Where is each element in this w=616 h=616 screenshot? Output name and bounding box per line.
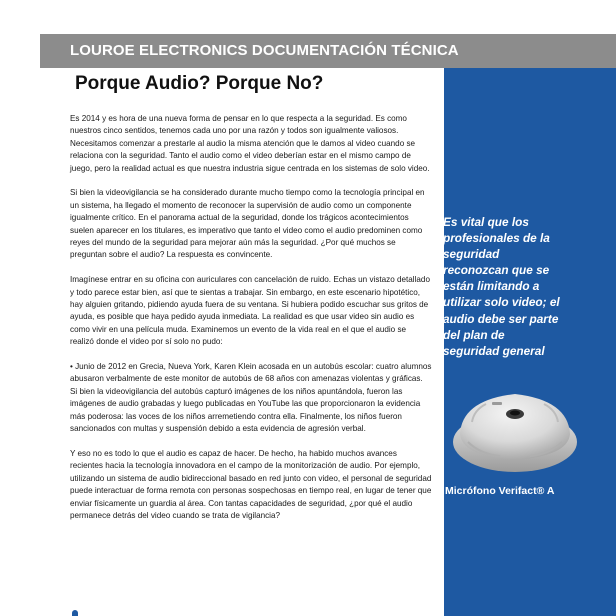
quote-line: del plan de xyxy=(443,327,505,342)
article-body xyxy=(70,113,432,535)
header-banner-text: LOUROE ELECTRONICS DOCUMENTACIÓN TÉCNICA xyxy=(70,42,459,59)
microphone-device-image xyxy=(450,382,580,476)
paragraph: Imagínese entrar en su oficina con auriculares con cancelación de ruido. Echas un vistazo detallado y todo parece estar bien, así que te sientas a trabajar. Sin embargo, en este escenario hipotético, hay alguien gritando, pidiendo ayuda fuera de su ventana. Si hubiera podido escuchar sus gritos de ayuda, es posible que haya pedido ayuda inmediata. La realidad es que usar video sin audio es como vivir en una película muda. Examinemos un evento de la vida real en el que el audio se realizó donde el video por sí solo no pudo: xyxy=(70,275,430,347)
page-title: Porque Audio? Porque No? xyxy=(75,73,324,94)
quote-line: seguridad general xyxy=(443,343,545,358)
quote-line: seguridad xyxy=(443,247,500,262)
paragraph: Es 2014 y es hora de una nueva forma de pensar en lo que respecta a la seguridad. Es como nuestros cinco sentidos, tenemos cada uno por una razón y todos son igualmente valiosos. Necesitamos comenzar a prestarle al audio la misma atención que le damos al video cuando se relaciona con la seguridad. Tanto el audio como el video deberían estar en el mismo campo de juego, pero la realidad actual es que nuestra industria sigue centrada en los sistemas de solo video. xyxy=(70,114,430,173)
paragraph: Y eso no es todo lo que el audio es capaz de hacer. De hecho, ha habido muchos avances recientes hacia la tecnología innovadora en el campo de la monitorización de audio. Por ejemplo, utilizando un sistema de audio bidireccional basado en red junto con video, el personal de seguridad puede interactuar de forma remota con personas sospechosas en tiempo real, en lugar de tener que enviar físicamente un guardia al área. Con tantas capacidades de seguridad, ¿por qué el audio permanece detrás del video cuando se trata de vigilancia? xyxy=(70,448,432,520)
page-corner-mark xyxy=(72,610,78,616)
device-caption: Micrófono Verifact® A xyxy=(445,485,555,497)
quote-line: utilizar solo video; el xyxy=(443,295,560,310)
quote-line: están limitando a xyxy=(443,279,540,294)
sidebar-pull-quote xyxy=(443,214,615,359)
quote-line: reconozcan que se xyxy=(443,263,550,278)
paragraph: • Junio de 2012 en Grecia, Nueva York, Karen Klein acosada en un autobús escolar: cuatro alumnos abusaron verbalmente de este monitor de autobús de 68 años con amenazas violentas y gráficas. Si bien la videovigilancia del autobús capturó imágenes de los niños apuntándola, fueron las imágenes de audio grabadas y luego publicadas en YouTube las que proporcionaron la evidencia más poderosa: las voces de los niños arremetiendo contra ella. Finalmente, los niños fueron sancionados con multas y suspensión debido a esta evidencia de agresión verbal. xyxy=(70,362,432,434)
header-banner xyxy=(40,34,616,68)
quote-line: profesionales de la xyxy=(443,231,550,246)
paragraph: Si bien la videovigilancia se ha considerado durante mucho tiempo como la tecnología principal en un sistema, ha llegado el momento de reconocer la supervisión de audio como un componente igualmente crítico. En el panorama actual de la seguridad, donde los trágicos acontecimientos suelen aparecer en los titulares, es imperativo que tanto el video como el audio predominen como reyes del mundo de la seguridad para mejorar aún más la seguridad. ¿Por qué muchos se preguntan sobre el audio? La respuesta es convincente. xyxy=(70,188,425,260)
quote-line: Es vital que los xyxy=(443,215,529,229)
quote-line: audio debe ser parte xyxy=(443,311,559,326)
